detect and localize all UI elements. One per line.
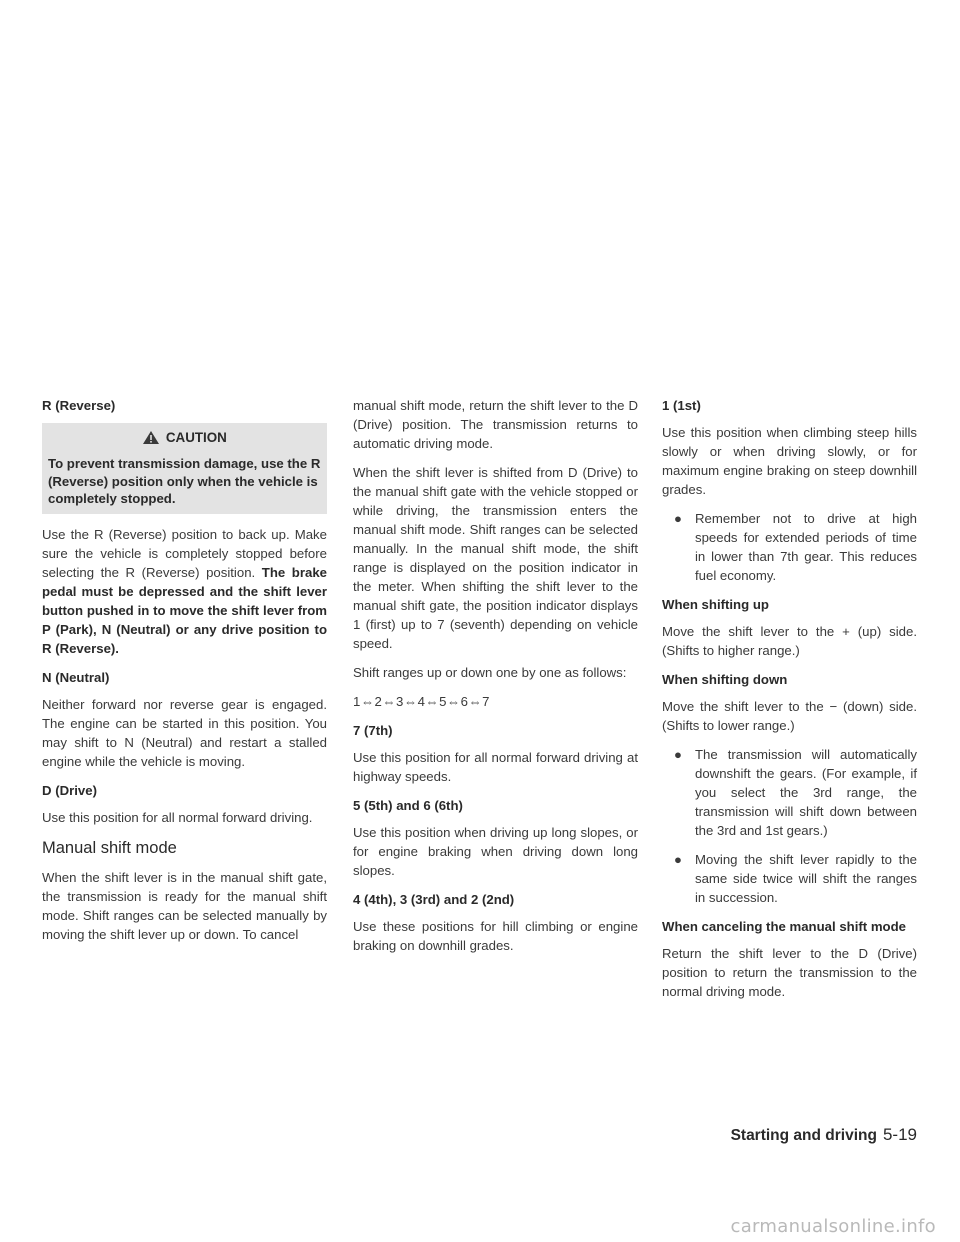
reverse-body-bold: The brake pedal must be depressed and the shift lever button pushed in to move the shift lever from P (Park), N (Neutral) or any drive position to R (Reverse).: [42, 564, 327, 656]
shift-gate-body: When the shift lever is shifted from D (Drive) to the manual shift gate with the vehicle stopped or while driving, the transmission enters the manual shift mode. Shift ranges can be selected manually. In the manual shift mode, the shift range is displayed on the position indicator in the meter. When shifting the shift lever to the manual shift gate, the position indicator displays 1 (first) up to 7 (seventh) depending on vehicle speed.: [353, 465, 638, 651]
drive-body: Use this position for all normal forward driving.: [42, 809, 313, 825]
watermark: carmanualsonline.info: [730, 1216, 936, 1237]
list-item: [662, 745, 917, 840]
neutral-heading: N (Neutral): [42, 669, 110, 685]
first-heading: 1 (1st): [662, 398, 701, 413]
manual-shift-body: When the shift lever is in the manual shift gate, the transmission is ready for the manual shift mode. Shift ranges can be selected manually by moving the shift lever up or down. To cancel: [42, 869, 327, 942]
caution-text: To prevent transmission damage, use the R (Reverse) position only when the vehicle is completely stopped.: [48, 456, 321, 506]
column-left: [42, 396, 327, 954]
section-name: Starting and driving: [730, 1127, 877, 1144]
reverse-paragraph: [42, 525, 327, 658]
low-gears-body: Use these positions for hill climbing or engine braking on downhill grades.: [353, 919, 638, 953]
manual-shift-section-title: Manual shift mode: [42, 838, 177, 857]
ranges-intro: Shift ranges up or down one by one as follows:: [353, 665, 627, 680]
shift-down-heading: When shifting down: [662, 672, 788, 687]
low-gears-heading: 4 (4th), 3 (3rd) and 2 (2nd): [353, 892, 515, 907]
shift-up-heading: When shifting up: [662, 597, 769, 612]
page-number: 5-19: [882, 1125, 917, 1144]
cancel-continued-body: manual shift mode, return the shift lever to the D (Drive) position. The transmission returns to automatic driving mode.: [353, 398, 638, 451]
shift-up-body: Move the shift lever to the + (up) side. (Shifts to higher range.): [662, 624, 917, 658]
column-middle: [353, 396, 638, 965]
five-six-body: Use this position when driving up long slopes, or for engine braking when driving down long slopes.: [353, 825, 638, 878]
cancel-manual-body: Return the shift lever to the D (Drive) position to return the transmission to the normal driving mode.: [662, 946, 917, 999]
column-right: [662, 396, 917, 1011]
caution-header: [48, 428, 321, 447]
first-bullet-text: Remember not to drive at high speeds for extended periods of time in lower than 7th gear. This reduces fuel economy.: [695, 511, 917, 583]
drive-heading: D (Drive): [42, 782, 97, 798]
caution-label: CAUTION: [165, 430, 227, 445]
list-item: [662, 509, 917, 585]
down-bullet-1-text: The transmission will automatically downshift the gears. (For example, if you select the 3rd range, the transmission will shift down between the 3rd and 1st gears.): [695, 747, 917, 838]
seventh-heading: 7 (7th): [353, 723, 393, 738]
first-body: Use this position when climbing steep hills slowly or when driving slowly, or for maximum engine braking on steep downhill grades.: [662, 425, 917, 497]
caution-box: [42, 423, 327, 514]
reverse-body: Use the R (Reverse) position to back up. Make sure the vehicle is completely stopped before selecting the R (Reverse) position.: [42, 526, 327, 580]
page-footer: [0, 1125, 917, 1145]
list-item: [662, 850, 917, 907]
shift-down-body: Move the shift lever to the − (down) side. (Shifts to lower range.): [662, 699, 917, 733]
five-six-heading: 5 (5th) and 6 (6th): [353, 798, 463, 813]
bullet-icon: ●: [674, 747, 682, 762]
warning-triangle-icon: [142, 430, 160, 445]
bullet-icon: ●: [674, 511, 682, 526]
ranges-sequence: 1⇔2⇔3⇔4⇔5⇔6⇔7: [353, 694, 490, 709]
seventh-body: Use this position for all normal forward driving at highway speeds.: [353, 750, 638, 784]
neutral-body: Neither forward nor reverse gear is engaged. The engine can be started in this position. You may shift to N (Neutral) and restart a stalled engine while the vehicle is moving.: [42, 696, 327, 769]
bullet-icon: ●: [674, 852, 682, 867]
down-bullet-2-text: Moving the shift lever rapidly to the same side twice will shift the ranges in succession.: [695, 852, 917, 905]
reverse-heading: R (Reverse): [42, 398, 116, 413]
cancel-manual-heading: When canceling the manual shift mode: [662, 919, 907, 934]
